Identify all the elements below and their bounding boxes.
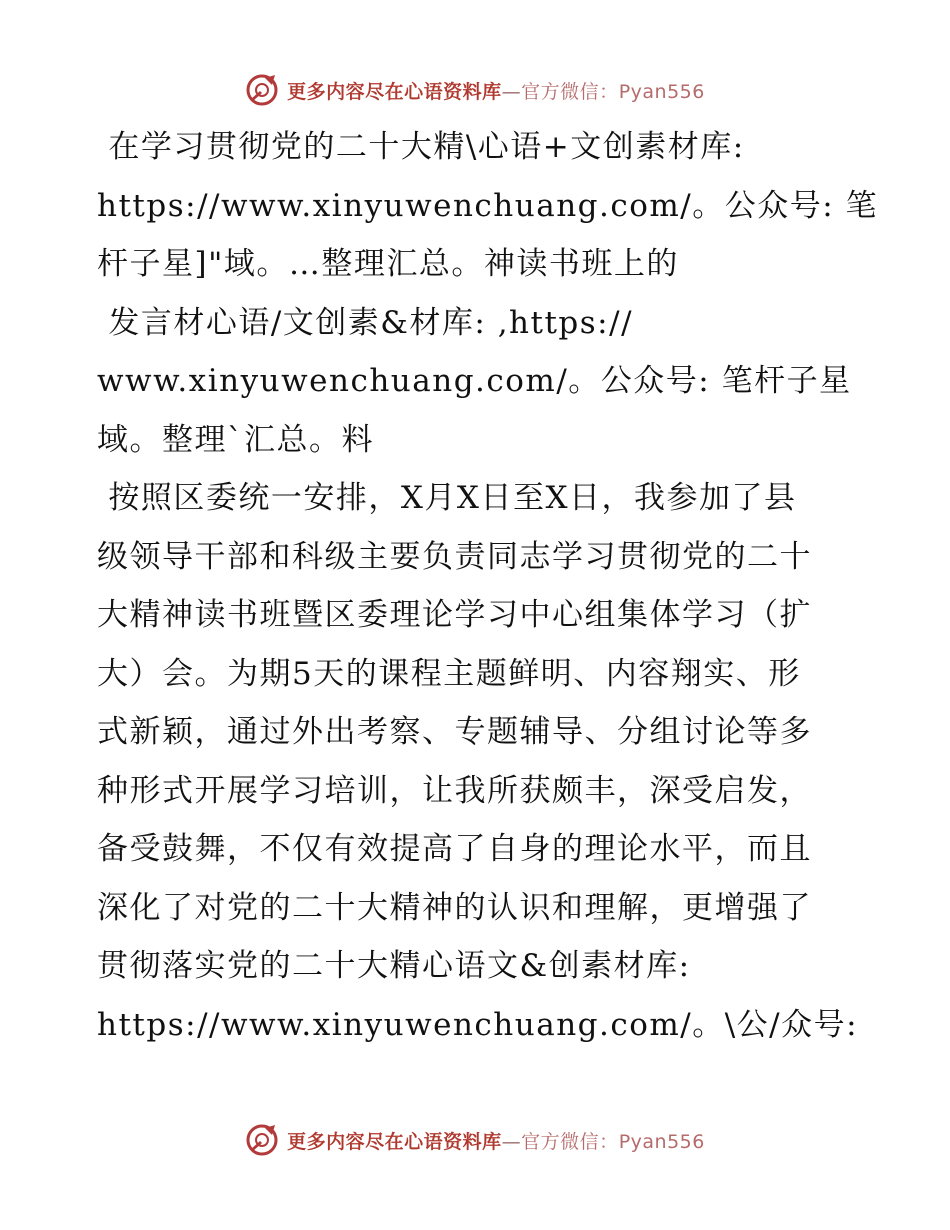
text-line: 域。整理`汇总。料 [97,421,374,458]
paragraph-1 [97,118,879,294]
footer-wechat-id: Pyan556 [618,1130,705,1153]
header-wechat-id: Pyan556 [618,80,705,103]
header-watermark-banner [0,70,950,110]
footer-watermark-text [287,1127,705,1154]
header-wechat-label: 官方微信： [521,80,619,103]
text-line: 大精神读书班暨区委理论学习中心组集体学习（扩 [97,597,812,633]
text-line: 发言材心语/文创素&材库: ,https:// [97,304,634,341]
text-line: 大）会。为期5天的课程主题鲜明、内容翔实、形 [97,655,801,692]
text-line: https://www.xinyuwenchuang.com/。\公/众号: [97,1006,859,1043]
footer-wechat-label: 官方微信： [521,1130,619,1153]
text-line: 种形式开展学习培训，让我所获颇丰，深受启发， [97,772,812,809]
text-line: 在学习贯彻党的二十大精\心语+文创素材库: [97,129,745,165]
header-brand-text: 更多内容尽在心语资料库 [287,80,502,103]
footer-brand-text: 更多内容尽在心语资料库 [287,1130,502,1153]
text-line: 式新颖，通过外出考察、专题辅导、分组讨论等多 [97,714,812,750]
text-line: 按照区委统一安排，X月X日至X日，我参加了县 [97,480,797,516]
text-line: www.xinyuwenchuang.com/。公众号: 笔杆子星 [97,363,852,399]
text-line: 贯彻落实党的二十大精心语文&创素材库: [97,948,691,984]
footer-separator: — [501,1130,522,1153]
header-separator: — [501,80,522,103]
text-line: https://www.xinyuwenchuang.com/。公众号: 笔 [97,187,879,224]
paragraph-2 [97,294,857,470]
paragraph-3 [97,469,857,1054]
pen-logo-icon [245,73,279,107]
text-line: 深化了对党的二十大精神的认识和理解，更增强了 [97,889,812,926]
text-line: 级领导干部和科级主要负责同志学习贯彻党的二十 [97,538,812,575]
document-body [97,118,879,1054]
footer-watermark-banner [0,1120,950,1160]
header-watermark-text [287,77,705,104]
text-line: 杆子星]"域。…整理汇总。神读书班上的 [97,246,679,282]
pen-logo-icon [245,1123,279,1157]
text-line: 备受鼓舞，不仅有效提高了自身的理论水平，而且 [97,831,812,867]
